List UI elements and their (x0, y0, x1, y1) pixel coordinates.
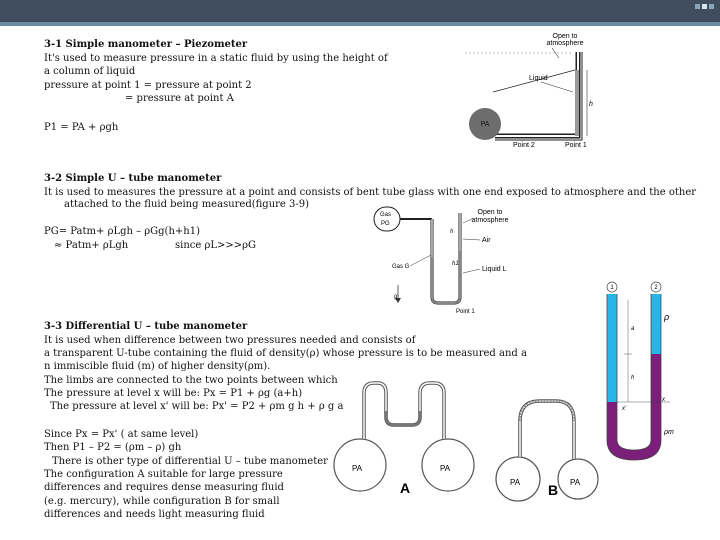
section3-heading: 3-3 Differential U – tube manometer (44, 321, 248, 332)
fig2-h-label: h (450, 229, 454, 235)
section3-line: There is other type of differential U – tube manometer (52, 456, 328, 467)
section1-line3: pressure at point 1 = pressure at point 2 (44, 80, 252, 91)
fig3-label-1: 1 (610, 285, 614, 291)
fig3-xp-label: x' (622, 406, 627, 412)
section2-line1: It is used to measures the pressure at a point and consists of bent tube glass with one end exposed to atmosphere and the other (44, 187, 697, 198)
section2-equation1: PG= Patm+ ρLgh – ρGg(h+h1) (44, 226, 200, 237)
fig3-h-label: h (631, 375, 635, 381)
section3-line: differences and requires dense measuring fluid (44, 482, 284, 493)
section1-line1: It's used to measure pressure in a static fluid by using the height of (44, 53, 388, 64)
section3-line: differences and needs light measuring fluid (44, 509, 265, 520)
fig2-gas-label: Gas (380, 212, 392, 218)
fig2-g-label: g (394, 294, 398, 300)
configurations-figure (330, 375, 600, 505)
slide-top-bar (0, 0, 720, 22)
fig2-atmosphere-label: atmosphere (471, 217, 509, 224)
piezometer-figure (455, 30, 605, 150)
section2-line2: attached to the fluid being measured(figure 3-9) (64, 199, 310, 210)
fig1-atmosphere-label: atmosphere (546, 40, 584, 47)
top-bar-decoration (695, 4, 714, 9)
fig4-label-b: B (548, 482, 559, 498)
section3-line: The pressure at level x' will be: Px' = P2 + ρm g h + ρ g a (50, 401, 344, 412)
section1-line4: = pressure at point A (125, 93, 234, 104)
section1-heading: 3-1 Simple manometer – Piezometer (44, 39, 248, 50)
fig4-a-pa-right: PA (440, 464, 451, 473)
fig1-liquid-label: Liquid (529, 75, 548, 82)
section3-line: n immiscible fluid (m) of higher density(ρm). (44, 361, 271, 372)
fig1-point1-label: Point 1 (565, 142, 587, 149)
section3-line: It is used when difference between two pressures needed and consists of (44, 335, 416, 346)
section3-line: (e.g. mercury), while configuration B for small (44, 496, 280, 507)
section1-line2: a column of liquid (44, 66, 136, 77)
fig1-open-label: Open to (552, 33, 578, 40)
section3-line: The pressure at level x will be: Px = P1 + ρg (a+h) (44, 388, 303, 399)
fig4-a-pa-left: PA (352, 464, 363, 473)
section2-equation2-note: since ρL>>>ρG (175, 240, 256, 251)
fig3-label-2: 2 (654, 285, 658, 291)
section3-line: Since Px = Px' ( at same level) (44, 429, 199, 440)
section3-line: a transparent U-tube containing the fluid of density(ρ) whose pressure is to be measured and a (44, 348, 527, 359)
section2-heading: 3-2 Simple U – tube manometer (44, 173, 222, 184)
fig2-point1-label: Point 1 (456, 309, 475, 315)
fig1-pa-label: PA (480, 121, 490, 128)
differential-manometer-figure (598, 280, 678, 465)
section1-equation: P1 = PA + ρgh (44, 122, 119, 133)
fig3-left-water (607, 294, 617, 402)
fig1-point2-label: Point 2 (513, 142, 535, 149)
fig4-label-a: A (400, 480, 411, 496)
fig3-rhom-label: ρm (664, 429, 674, 436)
section3-line: The configuration A suitable for large pressure (44, 469, 283, 480)
fig3-a-label: a (631, 326, 635, 332)
fig1-h-label: h (589, 101, 593, 108)
fig3-right-water (651, 294, 661, 354)
u-tube-figure (370, 205, 535, 315)
fig2-liquid-label: Liquid L (482, 266, 507, 273)
section2-equation2: ≈ Patm+ ρLgh (54, 240, 129, 251)
fig3-rho-label: ρ (664, 312, 670, 322)
fig2-air-label: Air (482, 237, 491, 244)
fig3-x-label: x (662, 397, 665, 403)
fig2-open-label: Open to (477, 209, 503, 216)
fig2-pg-label: PG (381, 221, 390, 227)
fig4-b-pa-left: PA (510, 478, 521, 487)
fig4-b-pa-right: PA (570, 478, 581, 487)
section3-line: The limbs are connected to the two points between which (44, 375, 338, 386)
fig2-gasg-label: Gas G (392, 264, 410, 270)
section3-line: Then P1 – P2 = (ρm – ρ) gh (44, 442, 182, 453)
fig2-h1-label: h1 (452, 261, 459, 267)
fig2-gas-container (374, 207, 400, 231)
slide-top-accent (0, 22, 720, 26)
